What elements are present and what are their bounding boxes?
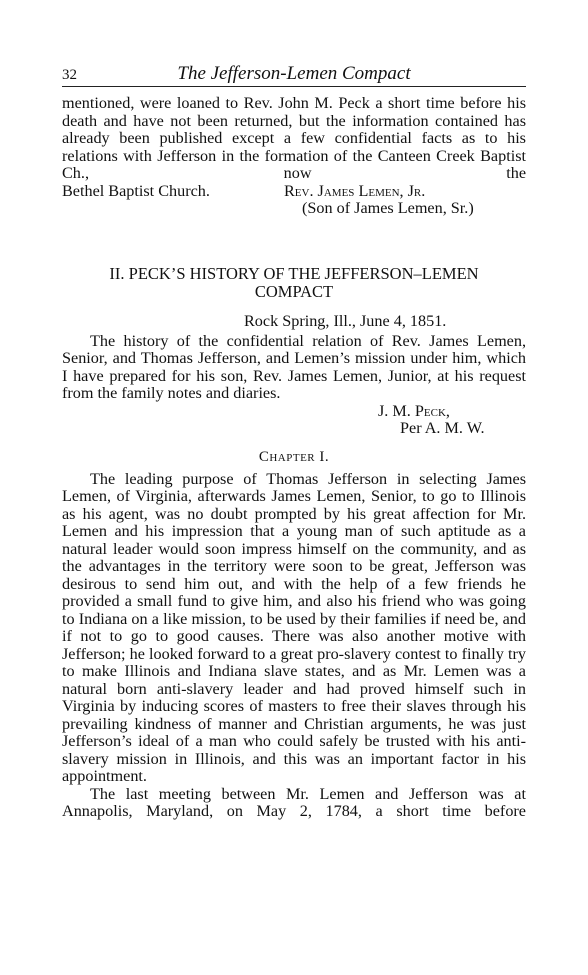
chapter-title: Chapter I. [258, 448, 330, 465]
running-title: The Jefferson-Lemen Compact [177, 63, 411, 84]
signature-peck: J. M. Peck, [378, 401, 450, 420]
signature-per: Per A. M. W. [400, 419, 485, 437]
signer-note: (Son of James Lemen, Sr.) [302, 199, 474, 217]
signer-name: Rev. James Lemen, Jr. [284, 181, 426, 200]
opening-last-line: Bethel Baptist Church. [62, 181, 210, 200]
running-header [62, 62, 526, 86]
intro-paragraph: The history of the confidential relation of Rev. James Lemen, Senior, and Thomas Jefferson, and Lemen’s mission under him, which I have prepared for his son, Rev. James Lemen, Junior, at his request from the family notes and diaries. [62, 331, 526, 402]
section-heading-line1: II. PECK’S HISTORY OF THE JEFFERSON–LEMEN [109, 263, 479, 283]
section-heading [62, 265, 526, 301]
section-heading-line2: COMPACT [254, 281, 334, 301]
opening-paragraph: mentioned, were loaned to Rev. John M. Peck a short time before his death and have not been returned, but the information contained has already been published except a few confidential facts as to his relations with Jefferson in the formation of the Canteen Creek Baptist Ch., now the [62, 94, 526, 182]
page-number: 32 [62, 67, 77, 83]
chapter-paragraph-1: The leading purpose of Thomas Jefferson in selecting James Lemen, of Virginia, afterwards James Lemen, Senior, to go to Illinois as his agent, was no doubt prompted by his great affection for Mr. Lemen and his impression that a young man of such aptitude as a natural leader would soon impress himself on the community, and as the advantages in the territory were soon to be great, Jefferson was desirous to send him out, and with the help of a few friends he provided a small fund to give him, and also his friend who was going to Indiana on a like mission, to be used by their families if need be, and if not to go to good causes. There was also another motive with Jefferson; he looked forward to a great pro-slavery contest to finally try to make Illinois and Indiana slave states, and as Mr. Lemen was a natural born anti-slavery leader and had proved himself such in Virginia by inducing scores of masters to free their slaves through his prevailing kindness of manner and Christian arguments, he was just Jefferson’s ideal of a man who could safely be trusted with his anti-slavery mission in Illinois, and this was an important factor in his appointment. [62, 469, 526, 785]
dateline: Rock Spring, Ill., June 4, 1851. [244, 311, 447, 330]
chapter-paragraph-2: The last meeting between Mr. Lemen and Jefferson was at Annapolis, Maryland, on May 2, 1784, a short time before [62, 784, 526, 820]
header-rule [62, 86, 526, 87]
opening-signature-line [62, 183, 526, 201]
book-page [62, 62, 526, 821]
